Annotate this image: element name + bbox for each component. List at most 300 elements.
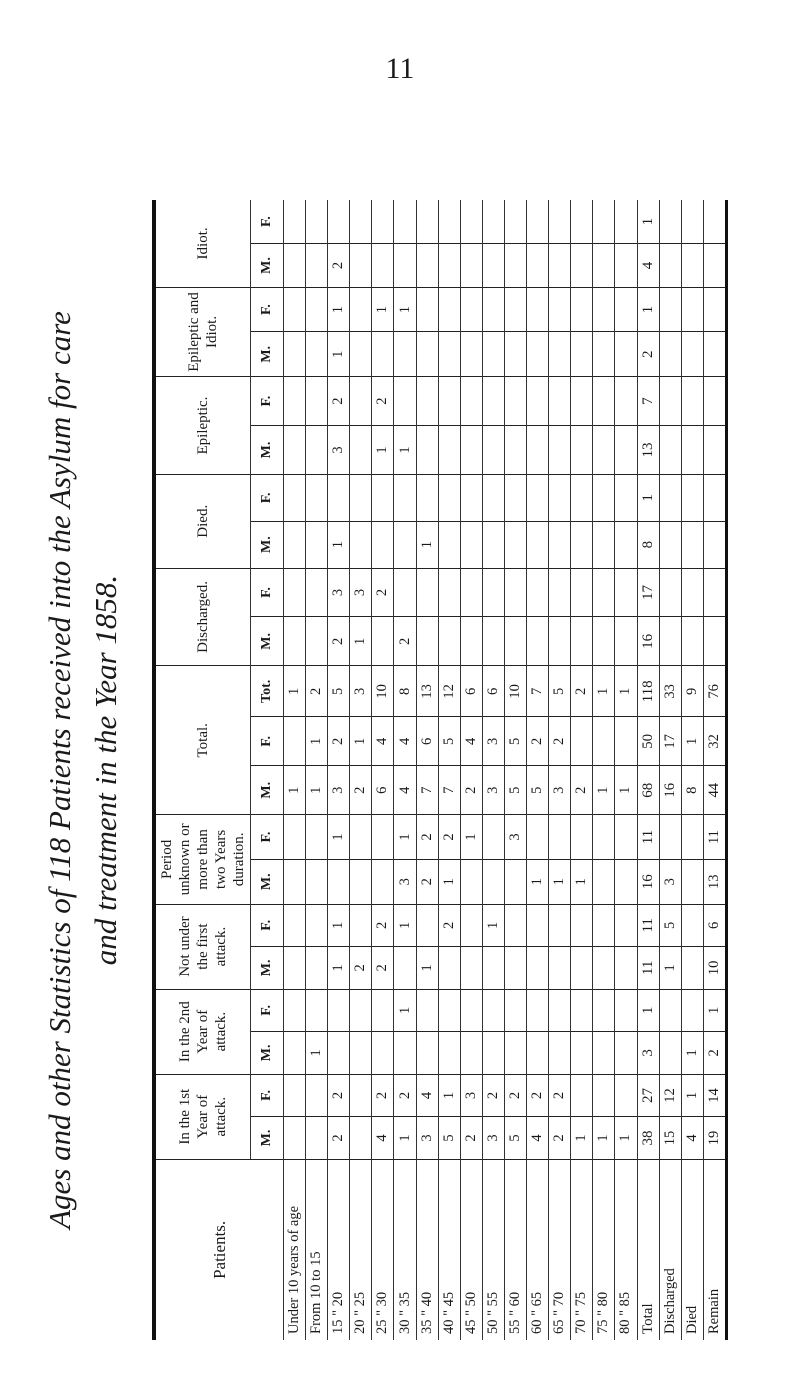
- value-cell: [394, 521, 416, 568]
- value-cell: 44: [703, 766, 726, 815]
- value-cell: [306, 474, 328, 521]
- value-cell: [593, 287, 615, 332]
- value-cell: [350, 1074, 372, 1117]
- value-cell: 1: [681, 717, 703, 766]
- value-cell: [460, 1032, 482, 1075]
- value-cell: 11: [637, 815, 659, 860]
- summary-row: [659, 200, 681, 1340]
- value-cell: [527, 474, 549, 521]
- value-cell: 1: [659, 947, 681, 990]
- value-cell: [416, 244, 438, 288]
- value-cell: [504, 474, 526, 521]
- value-cell: [394, 377, 416, 426]
- value-cell: [460, 332, 482, 377]
- age-row: [571, 200, 593, 1340]
- value-cell: [659, 1032, 681, 1075]
- value-cell: 3: [328, 426, 350, 475]
- row-label: 75 " 80: [593, 1159, 615, 1340]
- value-cell: 2: [372, 377, 394, 426]
- value-cell: [350, 426, 372, 475]
- row-label: Remain: [703, 1159, 726, 1340]
- value-cell: [659, 474, 681, 521]
- value-cell: [306, 617, 328, 666]
- value-cell: 1: [615, 666, 637, 717]
- value-cell: [284, 568, 306, 617]
- value-cell: 2: [482, 1074, 504, 1117]
- value-cell: [284, 244, 306, 288]
- value-cell: 1: [328, 947, 350, 990]
- value-cell: [593, 717, 615, 766]
- value-cell: [615, 1074, 637, 1117]
- value-cell: 2: [306, 666, 328, 717]
- value-cell: [571, 617, 593, 666]
- value-cell: [284, 815, 306, 860]
- female-header: F.: [251, 904, 284, 947]
- value-cell: [527, 244, 549, 288]
- value-cell: 5: [504, 717, 526, 766]
- value-cell: 1: [372, 426, 394, 475]
- value-cell: [504, 1032, 526, 1075]
- age-row: [504, 200, 526, 1340]
- male-header: M.: [251, 521, 284, 568]
- value-cell: [571, 1074, 593, 1117]
- value-cell: [504, 200, 526, 244]
- row-label: From 10 to 15: [306, 1159, 328, 1340]
- value-cell: 5: [504, 766, 526, 815]
- value-cell: [703, 244, 726, 288]
- value-cell: [681, 287, 703, 332]
- value-cell: [659, 200, 681, 244]
- value-cell: [527, 521, 549, 568]
- value-cell: 2: [394, 1074, 416, 1117]
- value-cell: [350, 332, 372, 377]
- value-cell: 1: [416, 521, 438, 568]
- value-cell: [615, 426, 637, 475]
- value-cell: [438, 947, 460, 990]
- female-header: F.: [251, 989, 284, 1032]
- value-cell: [593, 521, 615, 568]
- male-header: M.: [251, 1032, 284, 1075]
- row-label: 60 " 65: [527, 1159, 549, 1340]
- value-cell: 1: [394, 989, 416, 1032]
- value-cell: [438, 377, 460, 426]
- value-cell: [438, 287, 460, 332]
- value-cell: [549, 287, 571, 332]
- value-cell: [372, 200, 394, 244]
- value-cell: 19: [703, 1117, 726, 1160]
- value-cell: 4: [372, 717, 394, 766]
- value-cell: 1: [284, 666, 306, 717]
- value-cell: [394, 200, 416, 244]
- female-header: F.: [251, 474, 284, 521]
- value-cell: [659, 521, 681, 568]
- value-cell: [438, 474, 460, 521]
- value-cell: [615, 947, 637, 990]
- value-cell: [615, 377, 637, 426]
- value-cell: [482, 1032, 504, 1075]
- total-row: [637, 200, 659, 1340]
- value-cell: [615, 617, 637, 666]
- value-cell: [571, 521, 593, 568]
- value-cell: [659, 989, 681, 1032]
- value-cell: [306, 287, 328, 332]
- value-cell: [681, 947, 703, 990]
- value-cell: [504, 521, 526, 568]
- value-cell: [527, 904, 549, 947]
- value-cell: 8: [681, 766, 703, 815]
- value-cell: 11: [637, 904, 659, 947]
- value-cell: 2: [549, 1117, 571, 1160]
- value-cell: [416, 568, 438, 617]
- row-label: 15 " 20: [328, 1159, 350, 1340]
- value-cell: 1: [372, 287, 394, 332]
- value-cell: [438, 332, 460, 377]
- value-cell: 3: [416, 1117, 438, 1160]
- value-cell: 2: [372, 904, 394, 947]
- group-header-row: [154, 200, 251, 1340]
- value-cell: [504, 568, 526, 617]
- value-cell: 1: [284, 766, 306, 815]
- value-cell: [394, 244, 416, 288]
- value-cell: 2: [527, 1074, 549, 1117]
- value-cell: [394, 947, 416, 990]
- total-sex-header: Tot.: [251, 666, 284, 717]
- value-cell: 50: [637, 717, 659, 766]
- value-cell: 1: [593, 1117, 615, 1160]
- value-cell: 4: [372, 1117, 394, 1160]
- value-cell: [460, 200, 482, 244]
- value-cell: [549, 244, 571, 288]
- value-cell: [549, 521, 571, 568]
- value-cell: [482, 474, 504, 521]
- value-cell: [482, 568, 504, 617]
- value-cell: 1: [549, 859, 571, 904]
- row-label: Under 10 years of age: [284, 1159, 306, 1340]
- value-cell: 1: [637, 989, 659, 1032]
- value-cell: [681, 474, 703, 521]
- value-cell: [460, 859, 482, 904]
- value-cell: [549, 474, 571, 521]
- value-cell: 6: [416, 717, 438, 766]
- row-label: Discharged: [659, 1159, 681, 1340]
- value-cell: 1: [350, 617, 372, 666]
- value-cell: [482, 426, 504, 475]
- value-cell: [593, 617, 615, 666]
- value-cell: 2: [549, 717, 571, 766]
- value-cell: 2: [549, 1074, 571, 1117]
- value-cell: [703, 521, 726, 568]
- value-cell: [593, 244, 615, 288]
- value-cell: [460, 377, 482, 426]
- male-header: M.: [251, 244, 284, 288]
- value-cell: [549, 332, 571, 377]
- value-cell: 2: [394, 617, 416, 666]
- value-cell: [284, 200, 306, 244]
- male-header: M.: [251, 766, 284, 815]
- value-cell: [482, 244, 504, 288]
- value-cell: [350, 859, 372, 904]
- value-cell: 14: [703, 1074, 726, 1117]
- value-cell: [549, 200, 571, 244]
- value-cell: 13: [416, 666, 438, 717]
- value-cell: 1: [527, 859, 549, 904]
- row-label: 70 " 75: [571, 1159, 593, 1340]
- value-cell: 3: [659, 859, 681, 904]
- value-cell: [571, 200, 593, 244]
- value-cell: 33: [659, 666, 681, 717]
- value-cell: [593, 989, 615, 1032]
- value-cell: [394, 474, 416, 521]
- value-cell: [416, 426, 438, 475]
- age-row: [549, 200, 571, 1340]
- value-cell: [659, 244, 681, 288]
- value-cell: [306, 815, 328, 860]
- value-cell: 2: [350, 766, 372, 815]
- value-cell: [571, 287, 593, 332]
- value-cell: [372, 859, 394, 904]
- age-row: [328, 200, 350, 1340]
- value-cell: [527, 815, 549, 860]
- male-header: M.: [251, 426, 284, 475]
- value-cell: 1: [394, 426, 416, 475]
- value-cell: [482, 332, 504, 377]
- value-cell: 3: [394, 859, 416, 904]
- row-label: 40 " 45: [438, 1159, 460, 1340]
- value-cell: [615, 1032, 637, 1075]
- value-cell: [527, 568, 549, 617]
- value-cell: [460, 287, 482, 332]
- value-cell: [306, 568, 328, 617]
- statistics-table: [152, 200, 728, 1340]
- value-cell: 3: [350, 568, 372, 617]
- value-cell: 1: [416, 947, 438, 990]
- value-cell: 3: [637, 1032, 659, 1075]
- value-cell: [372, 1032, 394, 1075]
- value-cell: [659, 332, 681, 377]
- value-cell: 8: [394, 666, 416, 717]
- value-cell: 3: [482, 766, 504, 815]
- group-header-total: Total.: [154, 666, 251, 815]
- value-cell: 12: [438, 666, 460, 717]
- value-cell: [284, 521, 306, 568]
- age-row: [284, 200, 306, 1340]
- value-cell: 6: [460, 666, 482, 717]
- value-cell: 2: [438, 815, 460, 860]
- value-cell: 3: [460, 1074, 482, 1117]
- value-cell: [571, 717, 593, 766]
- value-cell: [549, 426, 571, 475]
- value-cell: [615, 717, 637, 766]
- value-cell: [438, 1032, 460, 1075]
- value-cell: 4: [394, 766, 416, 815]
- value-cell: 5: [328, 666, 350, 717]
- page-number: 11: [385, 52, 415, 85]
- value-cell: 1: [328, 332, 350, 377]
- value-cell: 1: [438, 859, 460, 904]
- value-cell: 3: [350, 666, 372, 717]
- value-cell: [504, 377, 526, 426]
- value-cell: 2: [438, 904, 460, 947]
- value-cell: [306, 521, 328, 568]
- age-row: [394, 200, 416, 1340]
- value-cell: [372, 244, 394, 288]
- value-cell: 2: [372, 568, 394, 617]
- row-label: 25 " 30: [372, 1159, 394, 1340]
- value-cell: 1: [306, 766, 328, 815]
- age-row: [615, 200, 637, 1340]
- summary-row: [681, 200, 703, 1340]
- value-cell: 2: [527, 717, 549, 766]
- value-cell: 9: [681, 666, 703, 717]
- value-cell: [328, 200, 350, 244]
- value-cell: [593, 332, 615, 377]
- value-cell: [615, 859, 637, 904]
- value-cell: [504, 617, 526, 666]
- row-label: Total: [637, 1159, 659, 1340]
- value-cell: 1: [637, 200, 659, 244]
- value-cell: 12: [659, 1074, 681, 1117]
- value-cell: [681, 989, 703, 1032]
- value-cell: [306, 904, 328, 947]
- value-cell: 1: [615, 766, 637, 815]
- value-cell: [438, 426, 460, 475]
- value-cell: [593, 200, 615, 244]
- value-cell: 2: [328, 617, 350, 666]
- group-header-epileptic: Epileptic.: [154, 377, 251, 475]
- value-cell: [284, 1117, 306, 1160]
- value-cell: [460, 521, 482, 568]
- value-cell: [460, 568, 482, 617]
- value-cell: [372, 989, 394, 1032]
- value-cell: 3: [504, 815, 526, 860]
- value-cell: 1: [394, 815, 416, 860]
- value-cell: [460, 474, 482, 521]
- value-cell: [284, 474, 306, 521]
- value-cell: [681, 815, 703, 860]
- value-cell: 3: [328, 766, 350, 815]
- summary-row: [703, 200, 726, 1340]
- female-header: F.: [251, 377, 284, 426]
- group-header-discharged: Discharged.: [154, 568, 251, 666]
- value-cell: 1: [615, 1117, 637, 1160]
- row-label: 50 " 55: [482, 1159, 504, 1340]
- female-header: F.: [251, 1074, 284, 1117]
- age-row: [438, 200, 460, 1340]
- value-cell: [350, 1117, 372, 1160]
- value-cell: 5: [438, 717, 460, 766]
- value-cell: [659, 815, 681, 860]
- value-cell: 11: [703, 815, 726, 860]
- value-cell: [328, 989, 350, 1032]
- value-cell: 1: [703, 989, 726, 1032]
- value-cell: 2: [328, 1074, 350, 1117]
- group-header-first-year: In the 1st Year of attack.: [154, 1074, 251, 1159]
- value-cell: 13: [637, 426, 659, 475]
- value-cell: 1: [306, 717, 328, 766]
- value-cell: 7: [416, 766, 438, 815]
- female-header: F.: [251, 568, 284, 617]
- row-label: 65 " 70: [549, 1159, 571, 1340]
- value-cell: [350, 521, 372, 568]
- value-cell: [549, 568, 571, 617]
- value-cell: [438, 521, 460, 568]
- value-cell: [659, 426, 681, 475]
- value-cell: [615, 287, 637, 332]
- value-cell: [659, 568, 681, 617]
- value-cell: [549, 904, 571, 947]
- female-header: F.: [251, 200, 284, 244]
- value-cell: [681, 617, 703, 666]
- value-cell: [681, 426, 703, 475]
- value-cell: [372, 332, 394, 377]
- value-cell: [615, 568, 637, 617]
- value-cell: [482, 859, 504, 904]
- value-cell: [350, 1032, 372, 1075]
- value-cell: [703, 332, 726, 377]
- value-cell: [681, 568, 703, 617]
- value-cell: [438, 244, 460, 288]
- value-cell: [703, 568, 726, 617]
- value-cell: [703, 426, 726, 475]
- value-cell: [394, 332, 416, 377]
- value-cell: [284, 332, 306, 377]
- value-cell: 3: [549, 766, 571, 815]
- value-cell: [350, 815, 372, 860]
- value-cell: [549, 815, 571, 860]
- value-cell: [284, 1032, 306, 1075]
- value-cell: [394, 1032, 416, 1075]
- value-cell: [504, 859, 526, 904]
- value-cell: [527, 947, 549, 990]
- value-cell: 76: [703, 666, 726, 717]
- value-cell: 1: [460, 815, 482, 860]
- value-cell: [659, 617, 681, 666]
- rotated-page-content: [42, 200, 742, 1340]
- value-cell: [681, 200, 703, 244]
- value-cell: 2: [372, 947, 394, 990]
- value-cell: 4: [637, 244, 659, 288]
- value-cell: [593, 1032, 615, 1075]
- value-cell: 6: [372, 766, 394, 815]
- value-cell: [615, 474, 637, 521]
- value-cell: [549, 377, 571, 426]
- group-header-idiot: Idiot.: [154, 200, 251, 287]
- value-cell: [504, 244, 526, 288]
- value-cell: [681, 904, 703, 947]
- value-cell: [549, 989, 571, 1032]
- value-cell: 1: [394, 287, 416, 332]
- row-label: 30 " 35: [394, 1159, 416, 1340]
- value-cell: 2: [416, 859, 438, 904]
- value-cell: 2: [350, 947, 372, 990]
- value-cell: 10: [372, 666, 394, 717]
- value-cell: [527, 200, 549, 244]
- value-cell: [460, 904, 482, 947]
- value-cell: 16: [637, 859, 659, 904]
- value-cell: 5: [549, 666, 571, 717]
- value-cell: [615, 244, 637, 288]
- value-cell: 2: [460, 766, 482, 815]
- value-cell: [571, 1032, 593, 1075]
- value-cell: [284, 617, 306, 666]
- value-cell: [460, 244, 482, 288]
- value-cell: [681, 332, 703, 377]
- value-cell: [615, 332, 637, 377]
- value-cell: 38: [637, 1117, 659, 1160]
- value-cell: [549, 1032, 571, 1075]
- value-cell: [681, 377, 703, 426]
- value-cell: 6: [703, 904, 726, 947]
